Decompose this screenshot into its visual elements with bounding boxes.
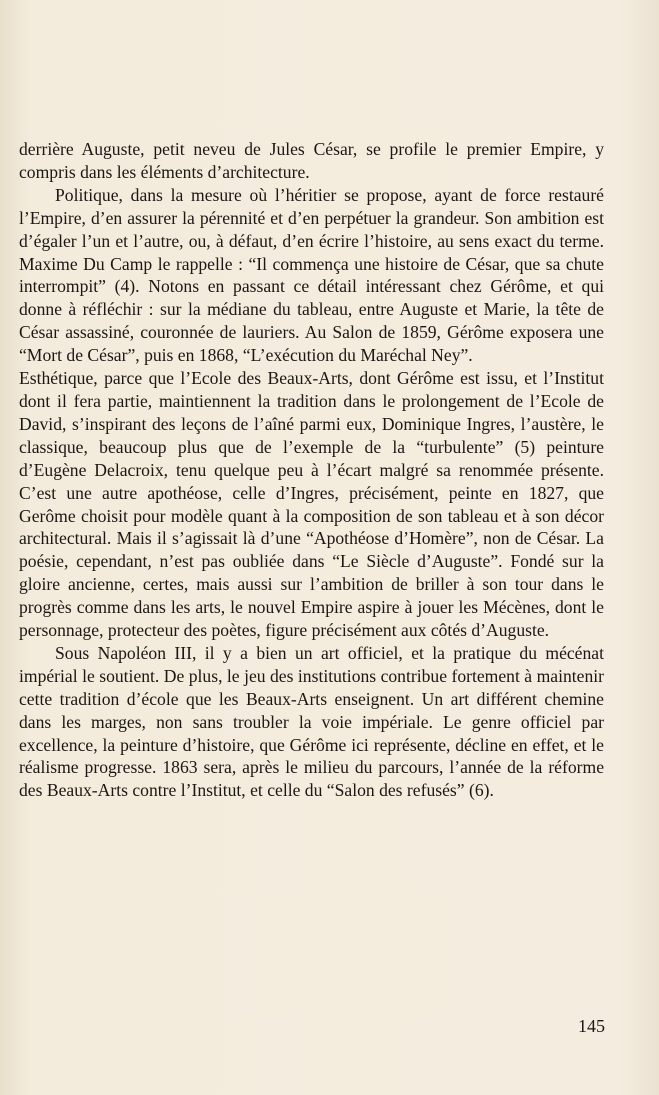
body-text: [19, 138, 604, 802]
page-number: 145: [578, 1016, 605, 1036]
paragraph-1: derrière Auguste, petit neveu de Jules César, se profile le premier Empire, y compris dans les éléments d’architecture.: [19, 139, 604, 182]
paragraph-2: Politique, dans la mesure où l’héritier se propose, ayant de force restauré l’Empire, d’en assurer la pérennité et d’en perpétuer la grandeur. Son ambition est d’égaler l’un et l’autre, ou, à défaut, d’en écrire l’histoire, au sens exact du terme. Maxime Du Camp le rappelle : “Il commença une histoire de César, que sa chute interrompit” (4). Notons en passant ce détail intéressant chez Gérôme, et qui donne à réfléchir : sur la médiane du tableau, entre Auguste et Marie, la tête de César assassiné, couronnée de lauriers. Au Salon de 1859, Gérôme exposera une “Mort de César”, puis en 1868, “L’exécution du Maréchal Ney”.: [19, 184, 604, 366]
paragraph-3: Esthétique, parce que l’Ecole des Beaux-Arts, dont Gérôme est issu, et l’Institut dont il fera partie, maintiennent la tradition dans le prolongement de l’Ecole de David, s’inspirant des leçons de l’aîné parmi eux, Dominique Ingres, l’austère, le classique, beaucoup plus que de l’exemple de la “turbulente” (5) peinture d’Eugène Delacroix, tenu quelque peu à l’écart malgré sa renommée présente. C’est une autre apothéose, celle d’Ingres, précisément, peinte en 1827, que Gerôme choisit pour modèle quant à la composition de son tableau et à son décor architectural. Mais il s’agissait là d’une “Apothéose d’Homère”, non de César. La poésie, cependant, n’est pas oubliée dans “Le Siècle d’Auguste”. Fondé sur la gloire ancienne, certes, mais aussi sur l’ambition de briller à son tour dans le progrès comme dans les arts, le nouvel Empire aspire à jouer les Mécènes, dont le personnage, protecteur des poètes, figure précisément aux côtés d’Auguste.: [19, 368, 604, 641]
paragraph-4: Sous Napoléon III, il y a bien un art officiel, et la pratique du mécénat impérial le soutient. De plus, le jeu des institutions contribue fortement à maintenir cette tradition d’école que les Beaux-Arts enseignent. Un art différent chemine dans les marges, non sans troubler la voie impériale. Le genre officiel par excellence, la peinture d’histoire, que Gérôme ici représente, décline en effet, et le réalisme progresse. 1863 sera, après le milieu du parcours, l’année de la réforme des Beaux-Arts contre l’Institut, et celle du “Salon des refusés” (6).: [19, 642, 604, 801]
